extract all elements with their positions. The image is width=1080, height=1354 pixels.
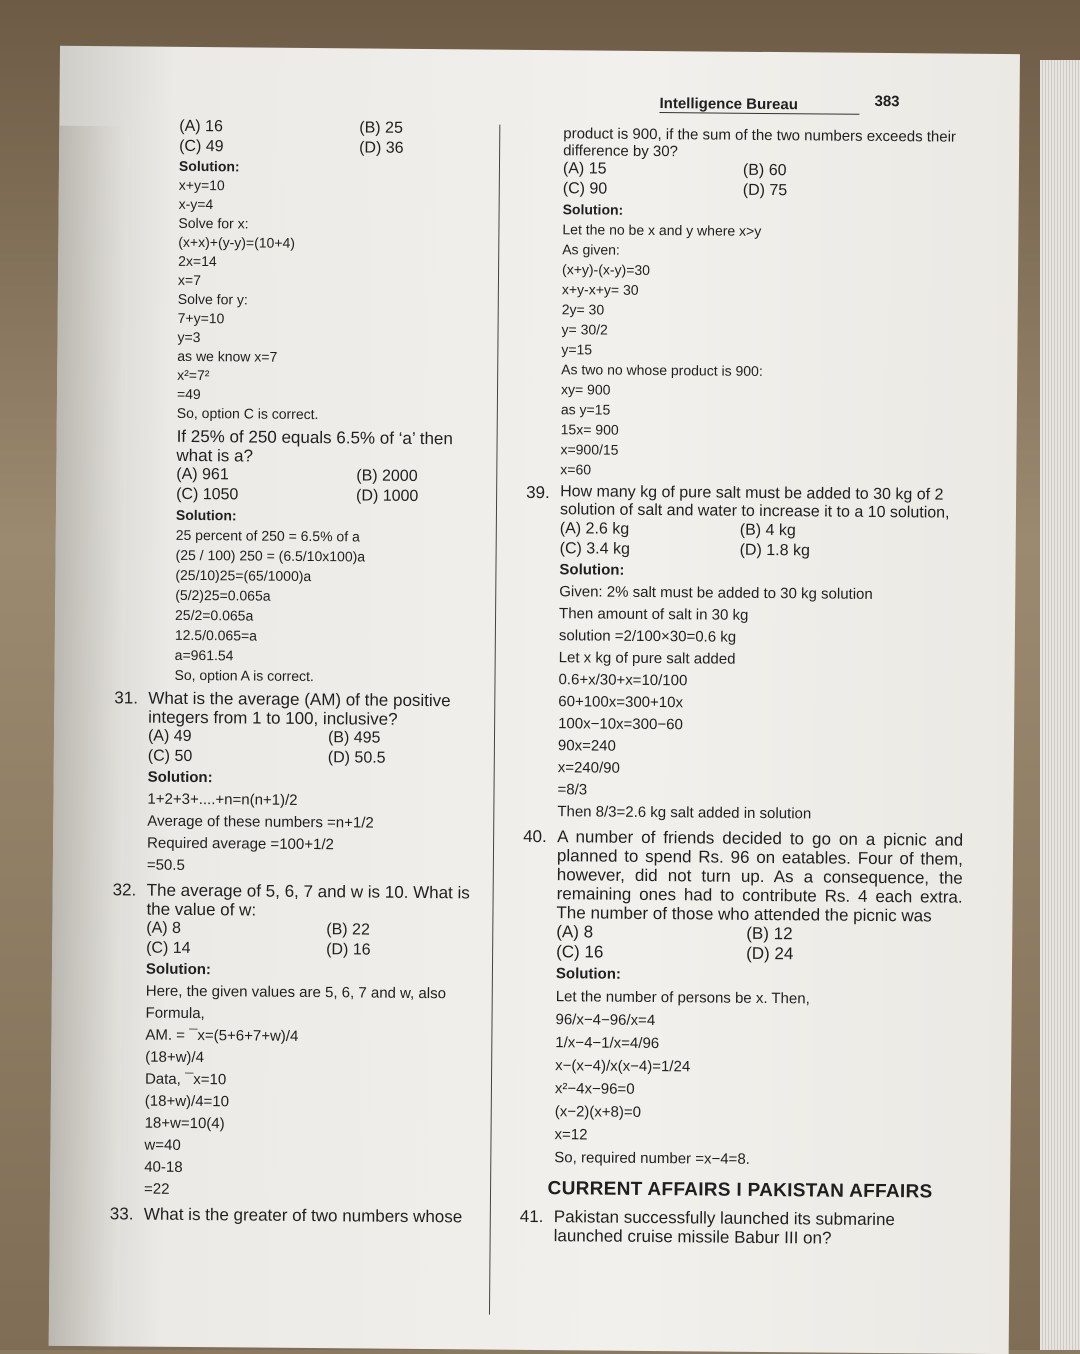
solution-line: x-y=4 xyxy=(178,195,214,213)
question-number: 31. xyxy=(114,688,139,708)
question-41 xyxy=(520,1207,960,1249)
question-text: If 25% of 250 equals 6.5% of ‘a’ then what is a? xyxy=(176,426,453,466)
solution-line: y=3 xyxy=(177,328,201,346)
option: (A) 8 xyxy=(556,922,594,942)
solution-line: AM. = ¯x=(5+6+7+w)/4 xyxy=(145,1026,299,1045)
solution-line: solution =2/100×30=0.6 kg xyxy=(558,627,737,646)
solution-line: Average of these numbers =n+1/2 xyxy=(147,812,374,832)
solution-line: 90x=240 xyxy=(557,737,616,755)
option: (D) 1000 xyxy=(356,487,419,505)
solution-line: Formula, xyxy=(145,1004,205,1023)
solution-line: Let the no be x and y where x>y xyxy=(562,221,762,239)
solution-label: Solution: xyxy=(562,201,624,218)
solution-line: Then amount of salt in 30 kg xyxy=(559,605,749,624)
question-number: 41. xyxy=(519,1206,544,1227)
question-options xyxy=(148,727,474,770)
question-text: How many kg of pure salt must be added to 30 kg of 2 solution of salt and water to increase it to a 10 solution, xyxy=(559,483,950,522)
solution-line: Solve for y: xyxy=(177,290,248,308)
solution-label: Solution: xyxy=(555,965,621,983)
question-text: A number of friends decided to go on a picnic and planned to spend Rs. 96 on eatables. Four of them, however, did not turn up. As a consequence, the remaining ones had to contribute Rs. 4 each extra. The number of those who attended the picnic was xyxy=(556,827,964,926)
solution-line: (25 / 100) 250 = (6.5/10x100)a xyxy=(175,546,366,565)
option: (D) 50.5 xyxy=(327,749,386,767)
solution-line: 96/x−4−96/x=4 xyxy=(555,1011,656,1030)
solution-line: Let the number of persons be x. Then, xyxy=(555,988,810,1008)
solution-line: x=7 xyxy=(177,271,202,289)
solution-line: x=60 xyxy=(560,461,592,478)
solution-line: 0.6+x/30+x=10/100 xyxy=(558,671,688,690)
question-options xyxy=(560,519,966,563)
option: (D) 24 xyxy=(746,943,794,964)
solution-label: Solution: xyxy=(559,561,625,579)
right-column xyxy=(520,125,970,1249)
column-divider xyxy=(489,125,500,1315)
solution-line: So, option A is correct. xyxy=(174,666,314,685)
solution-line: x=240/90 xyxy=(557,759,620,777)
solution-line: (x+y)-(x-y)=30 xyxy=(562,261,651,278)
solution-label: Solution: xyxy=(175,506,237,524)
question-text: What is the average (AM) of the positive integers from 1 to 100, inclusive? xyxy=(148,688,451,729)
page-header xyxy=(659,92,900,115)
option: (D) 36 xyxy=(359,139,404,157)
solution-block xyxy=(560,199,968,483)
solution-line: So, required number =x−4=8. xyxy=(554,1149,750,1168)
solution-line: y=15 xyxy=(561,341,593,358)
option: (B) 22 xyxy=(326,921,370,939)
solution-line: 18+w=10(4) xyxy=(144,1114,225,1133)
solution-line: Let x kg of pure salt added xyxy=(558,649,736,668)
question-39 xyxy=(526,483,966,523)
solution-block xyxy=(147,767,474,880)
option: (C) 3.4 kg xyxy=(559,540,630,558)
option: (C) 16 xyxy=(556,942,604,962)
solution-line: 40-18 xyxy=(144,1158,183,1176)
option: (B) 2000 xyxy=(356,467,418,485)
question-number: 33. xyxy=(109,1204,134,1224)
solution-line: 2y= 30 xyxy=(561,301,605,318)
question-40 xyxy=(522,827,963,926)
solution-label: Solution: xyxy=(178,157,240,175)
solution-line: (5/2)25=0.065a xyxy=(175,586,271,604)
solution-line: As given: xyxy=(562,241,620,258)
solution-line: Given: 2% salt must be added to 30 kg solution xyxy=(559,583,873,603)
solution-line: xy= 900 xyxy=(560,381,611,398)
solution-line: as we know x=7 xyxy=(177,347,278,365)
option: (D) 75 xyxy=(742,181,788,200)
solution-line: 60+100x=300+10x xyxy=(558,693,684,712)
solution-line: 25 percent of 250 = 6.5% of a xyxy=(175,526,360,545)
solution-line: =22 xyxy=(143,1180,170,1198)
solution-line: x−(x−4)/x(x−4)=1/24 xyxy=(555,1057,691,1076)
question-number: 40. xyxy=(523,826,547,847)
option: (A) 16 xyxy=(179,117,223,136)
solution-line: 15x= 900 xyxy=(560,421,619,438)
solution-line: Then 8/3=2.6 kg salt added in solution xyxy=(557,803,812,823)
option: (A) 49 xyxy=(147,727,192,745)
solution-line: (18+w)/4=10 xyxy=(144,1092,230,1111)
section-heading: CURRENT AFFAIRS I PAKISTAN AFFAIRS xyxy=(547,1178,933,1203)
option: (B) 495 xyxy=(327,729,381,747)
question-continuation: product is 900, if the sum of the two numbers exceeds their difference by 30? xyxy=(563,125,957,161)
solution-line: x+y-x+y= 30 xyxy=(561,281,639,298)
solution-block xyxy=(557,559,965,827)
solution-line: =50.5 xyxy=(146,856,185,874)
question-options xyxy=(176,465,476,508)
solution-line: Solve for x: xyxy=(178,214,249,232)
question-text: What is the greater of two numbers whose xyxy=(143,1204,463,1227)
solution-line: w=40 xyxy=(144,1136,181,1154)
solution-line: x=12 xyxy=(554,1126,588,1144)
solution-line: x=900/15 xyxy=(560,441,619,458)
solution-line: x²−4x−96=0 xyxy=(554,1080,635,1098)
question-33 xyxy=(110,1204,470,1227)
solution-label: Solution: xyxy=(145,960,212,979)
solution-line: (x+x)+(y-y)=(10+4) xyxy=(178,233,296,251)
solution-line: as y=15 xyxy=(560,401,611,418)
question-text: The average of 5, 6, 7 and w is 10. What is the value of w: xyxy=(146,880,470,920)
option: (C) 50 xyxy=(147,747,193,765)
solution-block xyxy=(554,962,962,1173)
solution-line: (x−2)(x+8)=0 xyxy=(554,1103,642,1121)
solution-line: a=961.54 xyxy=(174,646,234,664)
question-options xyxy=(146,919,472,962)
solution-label: Solution: xyxy=(147,768,213,787)
option: (D) 1.8 kg xyxy=(739,541,810,560)
option: (C) 1050 xyxy=(176,485,239,504)
solution-line: 12.5/0.065=a xyxy=(174,626,258,644)
solution-line: Here, the given values are 5, 6, 7 and w, also xyxy=(145,982,447,1003)
solution-line: 100x−10x=300−60 xyxy=(558,715,683,734)
solution-block xyxy=(144,959,472,1204)
option: (A) 15 xyxy=(562,160,607,178)
solution-line: (18+w)/4 xyxy=(145,1048,205,1067)
option: (C) 90 xyxy=(562,180,608,198)
option: (A) 2.6 kg xyxy=(559,520,630,538)
book-page xyxy=(49,46,1020,1354)
question-number: 32. xyxy=(112,880,137,900)
header-title: Intelligence Bureau xyxy=(659,95,859,115)
question-31 xyxy=(114,688,474,729)
solution-line: 2x=14 xyxy=(178,252,217,270)
solution-line: 7+y=10 xyxy=(177,309,225,327)
solution-block xyxy=(174,505,476,688)
solution-block xyxy=(177,157,479,426)
option: (A) 8 xyxy=(146,919,182,937)
option: (C) 14 xyxy=(146,939,191,957)
solution-line: x²=7² xyxy=(177,366,210,384)
solution-line: 1+2+3+....+n=n(n+1)/2 xyxy=(147,790,298,809)
option: (A) 961 xyxy=(176,465,229,484)
option: (C) 49 xyxy=(179,137,224,156)
solution-line: x+y=10 xyxy=(178,176,225,194)
option: (B) 60 xyxy=(742,161,787,180)
solution-line: Required average =100+1/2 xyxy=(146,834,334,854)
question xyxy=(176,427,476,468)
question-options xyxy=(563,159,969,203)
solution-line: =49 xyxy=(176,385,201,403)
question-32 xyxy=(112,880,472,921)
options-top xyxy=(179,117,479,160)
page-number: 383 xyxy=(874,92,900,111)
solution-line: So, option C is correct. xyxy=(176,404,319,423)
solution-line: =8/3 xyxy=(557,781,588,799)
option: (B) 4 kg xyxy=(739,521,796,540)
left-column xyxy=(110,116,480,1227)
option: (B) 12 xyxy=(746,923,793,944)
solution-line: 1/x−4−1/x=4/96 xyxy=(555,1034,660,1053)
option: (D) 16 xyxy=(326,941,371,959)
option: (B) 25 xyxy=(359,119,403,137)
solution-line: Data, ¯x=10 xyxy=(144,1070,227,1089)
page-edges xyxy=(1040,60,1080,1350)
question-number: 39. xyxy=(526,482,550,503)
solution-line: (25/10)25=(65/1000)a xyxy=(175,566,312,585)
question-options xyxy=(556,922,962,966)
solution-line: As two no whose product is 900: xyxy=(561,361,763,379)
solution-line: y= 30/2 xyxy=(561,321,608,338)
solution-line: 25/2=0.065a xyxy=(174,606,254,624)
question-text: Pakistan successfully launched its submarine launched cruise missile Babur III on? xyxy=(553,1207,896,1248)
